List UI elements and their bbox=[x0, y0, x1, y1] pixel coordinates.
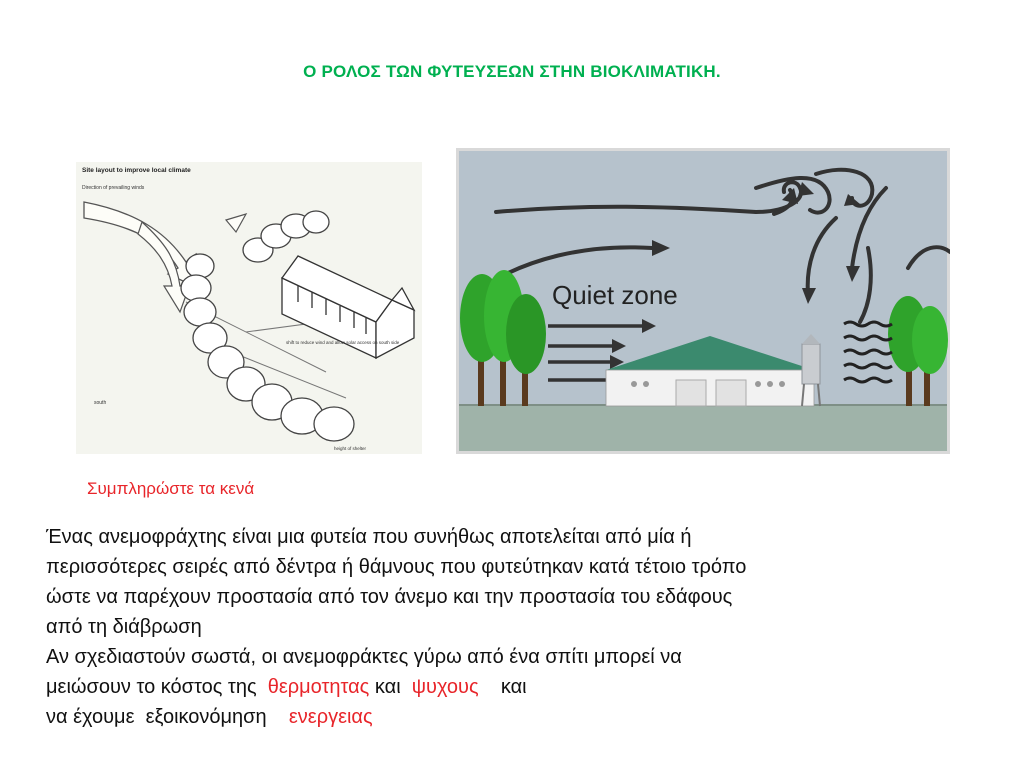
site-layout-drawing bbox=[76, 162, 422, 454]
answer-energy: ενεργειας bbox=[288, 706, 373, 728]
slide-title: Ο ΡΟΛΟΣ ΤΩΝ ΦΥΤΕΥΣΕΩΝ ΣΤΗΝ ΒΙΟΚΛΙΜΑΤΙΚΗ. bbox=[303, 62, 721, 81]
windbreak-paragraph bbox=[46, 522, 986, 732]
paragraph-line-with-blanks bbox=[46, 702, 986, 732]
site-layout-sketch bbox=[76, 162, 422, 454]
paragraph-line: Αν σχεδιαστούν σωστά, οι ανεμοφράκτες γύρω από ένα σπίτι μπορεί να bbox=[46, 646, 682, 668]
paragraph-text: και bbox=[478, 676, 527, 698]
answer-heating: θερμοτητας bbox=[267, 676, 370, 698]
ground-strip bbox=[459, 405, 947, 451]
paragraph-line: Ένας ανεμοφράχτης είναι μια φυτεία που συνήθως αποτελείται από μία ή bbox=[46, 526, 692, 548]
sketch-label-height: height of shelter bbox=[334, 446, 367, 451]
sketch-subheading: Direction of prevailing winds bbox=[82, 185, 145, 191]
paragraph-line: ώστε να παρέχουν προστασία από τον άνεμο και την προστασία του εδάφους bbox=[46, 586, 733, 608]
sketch-heading: Site layout to improve local climate bbox=[82, 167, 191, 174]
sketch-label-south: south bbox=[94, 400, 107, 406]
paragraph-text: να έχουμε εξοικονόμηση bbox=[46, 706, 289, 728]
paragraph-line: περισσότερες σειρές από δέντρα ή θάμνους που φυτεύτηκαν κατά τέτοιο τρόπο bbox=[46, 556, 747, 578]
fill-in-instruction: Συμπληρώστε τα κενά bbox=[87, 479, 255, 498]
quiet-zone-drawing bbox=[456, 148, 950, 454]
sketch-note: shift to reduce wind and allow solar access on south side bbox=[286, 340, 400, 345]
quiet-zone-diagram bbox=[456, 148, 950, 454]
paragraph-text: μειώσουν το κόστος της bbox=[46, 676, 268, 698]
paragraph-text: και bbox=[369, 676, 412, 698]
quiet-zone-label: Quiet zone bbox=[552, 280, 678, 310]
paragraph-line: από τη διάβρωση bbox=[46, 616, 202, 638]
answer-cooling: ψυχους bbox=[411, 676, 479, 698]
paragraph-line-with-blanks bbox=[46, 672, 986, 702]
